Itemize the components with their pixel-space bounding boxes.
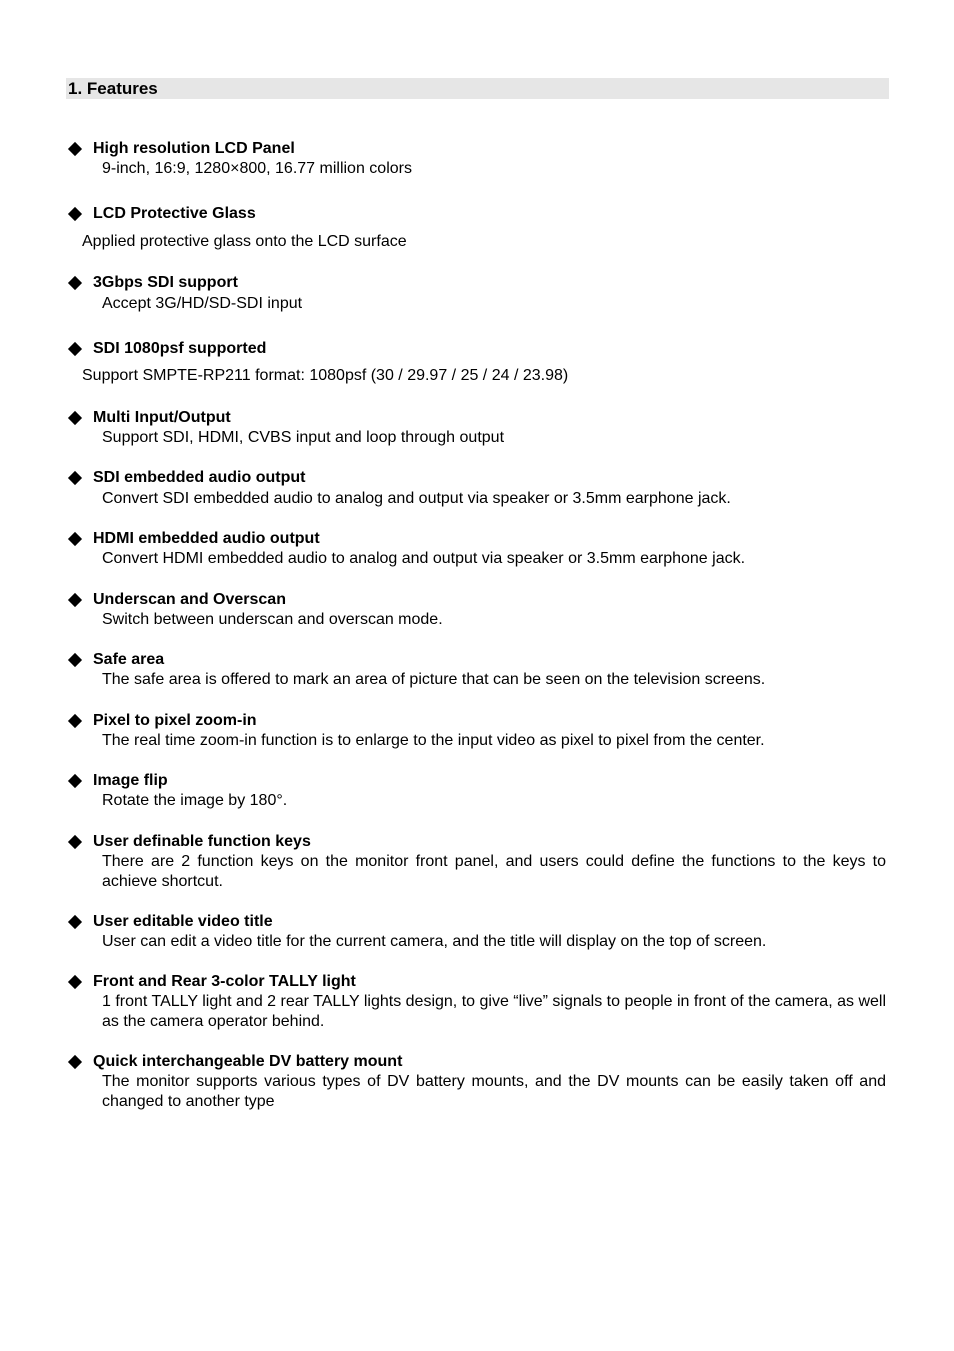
diamond-bullet-icon <box>68 714 82 728</box>
feature-description: Convert HDMI embedded audio to analog and output via speaker or 3.5mm earphone jack. <box>102 550 746 567</box>
diamond-bullet-icon <box>68 471 82 485</box>
feature-description: There are 2 function keys on the monitor front panel, and users could define the functions to the keys to achieve shortcut. <box>102 853 886 890</box>
diamond-bullet-icon <box>68 411 82 425</box>
diamond-bullet-icon <box>68 835 82 849</box>
feature-title: SDI embedded audio output <box>93 469 306 486</box>
feature-title: Front and Rear 3-color TALLY light <box>93 973 356 990</box>
diamond-bullet-icon <box>68 207 82 221</box>
feature-description: The safe area is offered to mark an area of picture that can be seen on the television screens. <box>102 671 766 688</box>
feature-title: HDMI embedded audio output <box>93 530 320 547</box>
feature-title: Pixel to pixel zoom-in <box>93 712 257 729</box>
feature-title: 3Gbps SDI support <box>93 274 238 291</box>
diamond-bullet-icon <box>68 915 82 929</box>
feature-description: Support SDI, HDMI, CVBS input and loop through output <box>102 429 505 446</box>
feature-title: Image flip <box>93 772 168 789</box>
feature-title: SDI 1080psf supported <box>93 340 267 357</box>
feature-title: Multi Input/Output <box>93 409 231 426</box>
diamond-bullet-icon <box>68 593 82 607</box>
section-title: 1. Features <box>68 79 158 98</box>
feature-description: Switch between underscan and overscan mode. <box>102 611 443 628</box>
feature-title: User editable video title <box>93 913 273 930</box>
feature-title: LCD Protective Glass <box>93 205 256 222</box>
feature-description: Applied protective glass onto the LCD surface <box>82 233 407 250</box>
feature-title: High resolution LCD Panel <box>93 140 295 157</box>
feature-description: The monitor supports various types of DV battery mounts, and the DV mounts can be easily taken off and changed to another type <box>102 1073 886 1110</box>
feature-description: Convert SDI embedded audio to analog and output via speaker or 3.5mm earphone jack. <box>102 490 731 507</box>
feature-title: Quick interchangeable DV battery mount <box>93 1053 403 1070</box>
feature-description: Support SMPTE-RP211 format: 1080psf (30 / 29.97 / 25 / 24 / 23.98) <box>82 367 569 384</box>
section-header <box>66 78 889 99</box>
feature-description: 9-inch, 16:9, 1280×800, 16.77 million colors <box>102 160 412 177</box>
diamond-bullet-icon <box>68 975 82 989</box>
feature-description: The real time zoom-in function is to enlarge to the input video as pixel to pixel from the center. <box>102 732 765 749</box>
feature-description: Rotate the image by 180°. <box>102 792 288 809</box>
diamond-bullet-icon <box>68 532 82 546</box>
diamond-bullet-icon <box>68 774 82 788</box>
diamond-bullet-icon <box>68 342 82 356</box>
feature-description: 1 front TALLY light and 2 rear TALLY lights design, to give “live” signals to people in front of the camera, as well as the camera operator behind. <box>102 993 886 1030</box>
diamond-bullet-icon <box>68 1055 82 1069</box>
feature-title: User definable function keys <box>93 833 311 850</box>
feature-description: User can edit a video title for the current camera, and the title will display on the top of screen. <box>102 933 767 950</box>
feature-title: Safe area <box>93 651 165 668</box>
feature-title: Underscan and Overscan <box>93 591 286 608</box>
diamond-bullet-icon <box>68 653 82 667</box>
diamond-bullet-icon <box>68 276 82 290</box>
diamond-bullet-icon <box>68 142 82 156</box>
feature-description: Accept 3G/HD/SD-SDI input <box>102 295 303 312</box>
